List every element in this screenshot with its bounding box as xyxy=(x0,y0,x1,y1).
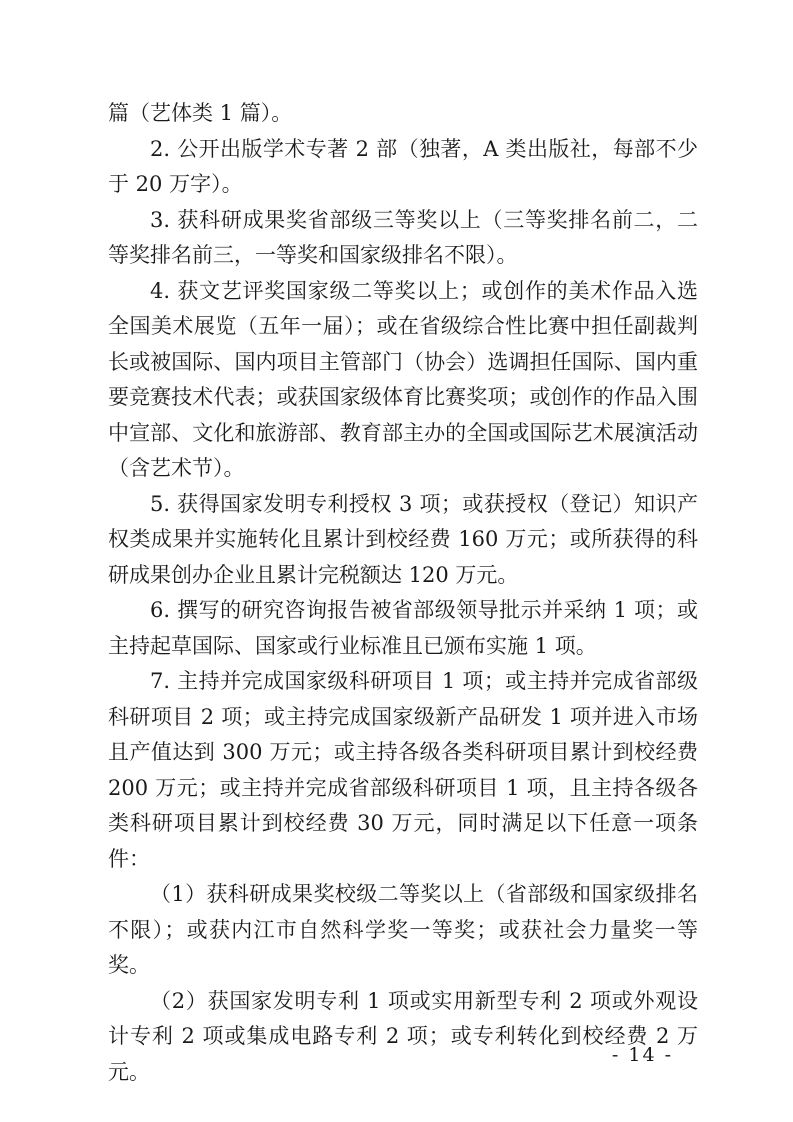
paragraph-item-4: 4. 获文艺评奖国家级二等奖以上；或创作的美术作品入选全国美术展览（五年一届）；或在省级综合性比赛中担任副裁判长或被国际、国内项目主管部门（协会）选调担任国际、国内重要竞赛技术代表；或获国家级体育比赛奖项；或创作的作品入围中宣部、文化和旅游部、教育部主办的全国或国际艺术展演活动（含艺术节）。 xyxy=(108,278,698,480)
paragraph-subitem-2: （2）获国家发明专利 1 项或实用新型专利 2 项或外观设计专利 2 项或集成电路专利 2 项；或专利转化到校经费 2 万元。 xyxy=(108,988,698,1084)
paragraph-item-6: 6. 撰写的研究咨询报告被省部级领导批示并采纳 1 项；或主持起草国际、国家或行业标准且已颁布实施 1 项。 xyxy=(108,598,698,658)
page-number: - 14 - xyxy=(611,1044,673,1066)
document-body xyxy=(108,96,698,1090)
paragraph-item-7: 7. 主持并完成国家级科研项目 1 项；或主持并完成省部级科研项目 2 项；或主持完成国家级新产品研发 1 项并进入市场且产值达到 300 万元；或主持各级各类科研项目累计到校经费 200 万元；或主持并完成省部级科研项目 1 项，且主持各级各类科研项目累计到校经费 30 万元，同时满足以下任意一项条件： xyxy=(108,669,698,871)
paragraph-item-5: 5. 获得国家发明专利授权 3 项；或获授权（登记）知识产权类成果并实施转化且累计到校经费 160 万元；或所获得的科研成果创办企业且累计完税额达 120 万元。 xyxy=(108,491,698,587)
paragraph-continuation: 篇（艺体类 1 篇）。 xyxy=(108,101,293,125)
paragraph-item-3: 3. 获科研成果奖省部级三等奖以上（三等奖排名前二，二等奖排名前三，一等奖和国家级排名不限）。 xyxy=(108,207,698,267)
paragraph-item-2: 2. 公开出版学术专著 2 部（独著，A 类出版社，每部不少于 20 万字）。 xyxy=(108,136,698,196)
paragraph-subitem-1: （1）获科研成果奖校级二等奖以上（省部级和国家级排名不限）；或获内江市自然科学奖一等奖；或获社会力量奖一等奖。 xyxy=(108,882,698,977)
